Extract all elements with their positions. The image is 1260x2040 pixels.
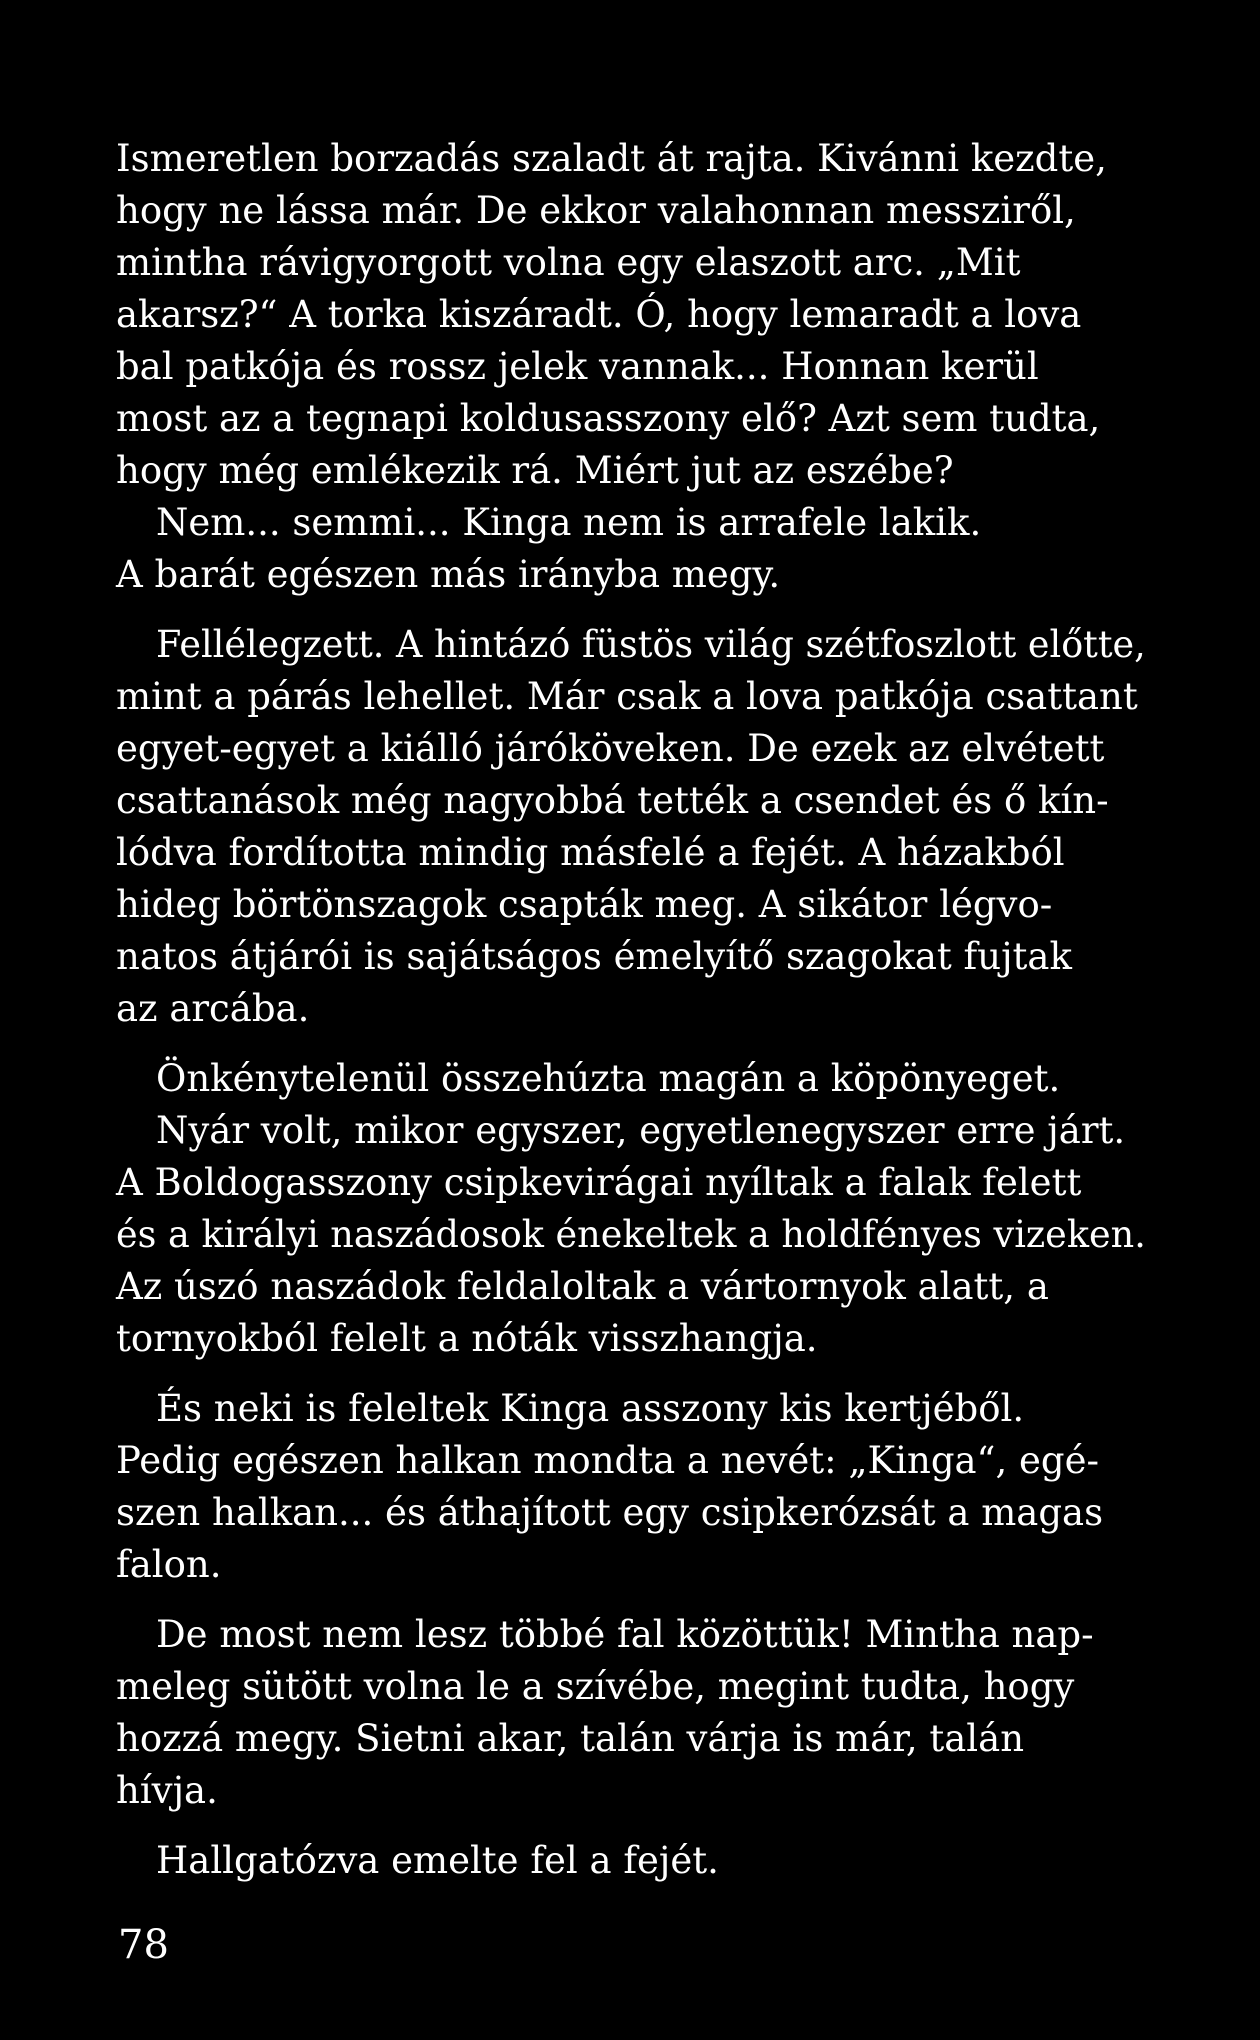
text-line: Önkénytelenül összehúzta magán a köpönyeget.	[156, 1057, 1061, 1100]
text-line: szen halkan... és áthajított egy csipkerózsát a magas	[116, 1491, 1104, 1534]
text-line: hogy ne lássa már. De ekkor valahonnan messziről,	[116, 189, 1076, 232]
text-line: Ismeretlen borzadás szaladt át rajta. Kivánni kezdte,	[116, 137, 1107, 180]
text-line: csattanások még nagyobbá tették a csendet és ő kín-	[116, 779, 1109, 822]
text-line: A Boldogasszony csipkevirágai nyíltak a falak felett	[116, 1161, 1082, 1204]
text-line: És neki is feleltek Kinga asszony kis kertjéből.	[156, 1387, 1025, 1430]
text-line: A barát egészen más irányba megy.	[116, 553, 781, 596]
text-line: lódva fordította mindig másfelé a fejét. A házakból	[116, 831, 1065, 874]
text-line: Hallgatózva emelte fel a fejét.	[156, 1839, 719, 1882]
text-line: Nyár volt, mikor egyszer, egyetlenegyszer erre járt.	[156, 1109, 1126, 1152]
text-line: mintha rávigyorgott volna egy elaszott arc. „Mit	[116, 241, 1021, 284]
text-line: tornyokból felelt a nóták visszhangja.	[116, 1317, 818, 1360]
text-line: Fellélegzett. A hintázó füstös világ szétfoszlott előtte,	[156, 623, 1146, 666]
text-line: akarsz?“ A torka kiszáradt. Ó, hogy lemaradt a lova	[116, 293, 1082, 336]
text-line: hívja.	[116, 1769, 218, 1812]
text-line: és a királyi naszádosok énekeltek a holdfényes vizeken.	[116, 1213, 1146, 1256]
text-line: hideg börtönszagok csapták meg. A sikátor légvo-	[116, 883, 1053, 926]
text-line: Pedig egészen halkan mondta a nevét: „Kinga“, egé-	[116, 1439, 1099, 1482]
text-line: natos átjárói is sajátságos émelyítő szagokat fujtak	[116, 935, 1072, 978]
text-line: az arcába.	[116, 987, 310, 1030]
text-line: meleg sütött volna le a szívébe, megint tudta, hogy	[116, 1665, 1075, 1708]
text-line: Az úszó naszádok feldaloltak a vártornyok alatt, a	[116, 1265, 1049, 1308]
text-line: De most nem lesz többé fal közöttük! Mintha nap-	[156, 1613, 1094, 1656]
text-line: mint a párás lehellet. Már csak a lova patkója csattant	[116, 675, 1138, 718]
text-line: bal patkója és rossz jelek vannak... Honnan kerül	[116, 345, 1039, 388]
text-line: falon.	[116, 1543, 222, 1586]
text-line: hozzá megy. Sietni akar, talán várja is már, talán	[116, 1717, 1025, 1760]
text-line: Nem... semmi... Kinga nem is arrafele lakik.	[156, 501, 982, 544]
text-line: most az a tegnapi koldusasszony elő? Azt sem tudta,	[116, 397, 1101, 440]
page-number: 78	[118, 1922, 169, 1968]
text-line: hogy még emlékezik rá. Miért jut az eszébe?	[116, 449, 954, 492]
text-line: egyet-egyet a kiálló járóköveken. De ezek az elvétett	[116, 727, 1105, 770]
